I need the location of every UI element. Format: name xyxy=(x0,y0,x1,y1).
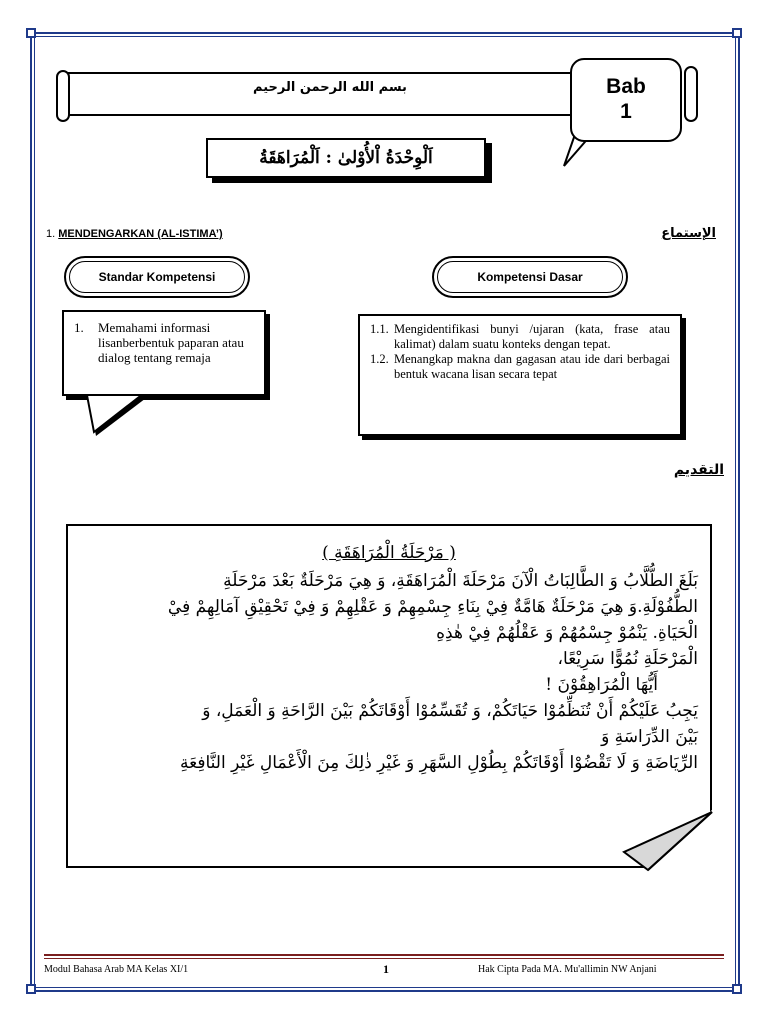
pill-label: Kompetensi Dasar xyxy=(437,261,623,293)
reading-line: الْمَرْحَلَةِ نُمُوًّا سَرِيْعًا، xyxy=(557,649,698,669)
reading-passage-box xyxy=(66,524,712,868)
item-text: Memahami informasi lisanberbentuk paparan atau dialog tentang remaja xyxy=(98,320,244,365)
kompetensi-dasar-box xyxy=(358,314,682,436)
reading-passage xyxy=(80,540,698,776)
page-curl-icon xyxy=(618,808,714,872)
scroll-roll-icon xyxy=(684,66,698,122)
pill-label: Standar Kompetensi xyxy=(69,261,245,293)
section-title: MENDENGARKAN (AL-ISTIMA’) xyxy=(58,228,223,240)
reading-line: بَلَغَ الطُّلَّابُ وَ الطَّالِبَاتُ الْآنَ مَرْحَلَةَ الْمُرَاهَقَةِ، وَ هِيَ مَرْحَلَةٌ بَعْدَ مَرْحَلَةِ xyxy=(223,571,698,591)
frame-corner xyxy=(26,28,36,38)
section-number: 1. xyxy=(46,228,56,240)
list-item xyxy=(370,322,670,352)
section-arabic-title: الإستماع xyxy=(661,226,716,241)
unit-title: اَلْوِحْدَةُ اْلأُوْلىٰ : اَلْمُرَاهَقَةُ xyxy=(206,138,486,178)
section-heading xyxy=(46,228,223,240)
item-text: Mengidentifikasi bunyi /ujaran (kata, frase atau kalimat) dalam suatu konteks dengan tepat. xyxy=(394,322,670,351)
chapter-badge xyxy=(570,58,682,142)
reading-line: الرِّيَاضَةِ وَ لَا تَقْضُوْا أَوْقَاتَكُمْ بِطُوْلِ السَّهَرِ وَ غَيْرِ ذٰلِكَ مِنَ الْأَعْمَالِ غَيْرِ النَّافِعَةِ xyxy=(180,753,698,773)
frame-corner xyxy=(732,984,742,994)
footer-copyright: Hak Cipta Pada MA. Mu'allimin NW Anjani xyxy=(478,964,657,975)
reading-line: أَيُّهَا الْمُرَاهِقُوْنَ ! xyxy=(545,675,658,695)
list-item xyxy=(370,352,670,382)
reading-line: الْحَيَاةِ. يَنْمُوْ جِسْمُهُمْ وَ عَقْلُهُمْ فِيْ هٰذِهِ xyxy=(436,623,698,643)
footer-rule xyxy=(44,958,724,959)
item-number: 1.2. xyxy=(370,352,389,366)
scroll-roll-icon xyxy=(56,70,70,122)
standar-kompetensi-box xyxy=(62,310,266,396)
frame-corner xyxy=(732,28,742,38)
footer-module: Modul Bahasa Arab MA Kelas XI/1 xyxy=(44,964,189,975)
item-text: Menangkap makna dan gagasan atau ide dari berbagai bentuk wacana lisan secara tepat xyxy=(394,352,670,381)
kompetensi-dasar-label xyxy=(432,256,628,298)
item-number: 1.1. xyxy=(370,322,389,336)
frame-corner xyxy=(26,984,36,994)
reading-line: يَجِبُ عَلَيْكُمْ أَنْ تُنَظِّمُوْا حَيَاتَكُمْ، وَ تُقَسِّمُوْا أَوْقَاتَكُمْ بَيْنَ الرَّاحَةِ وَ الْعَمَلِ، وَ xyxy=(202,701,698,721)
page-number: 1 xyxy=(383,962,389,976)
callout-tail-icon xyxy=(84,392,164,442)
reading-line: الطُّفُوْلَةِ.وَ هِيَ مَرْحَلَةٌ هَامَّةٌ فِيْ بِنَاءِ جِسْمِهِمْ وَ عَقْلِهِمْ وَ فِيْ تَحْقِيْقِ آمَالِهِمْ فِيْ xyxy=(167,597,698,617)
reading-title: ( مَرْحَلَةُ الْمُرَاهَقَةِ ) xyxy=(322,543,456,563)
item-number: 1. xyxy=(74,320,84,335)
reading-line: بَيْنَ الدِّرَاسَةِ وَ xyxy=(601,727,698,747)
chapter-label: Bab xyxy=(606,75,646,98)
chapter-number: 1 xyxy=(620,100,632,123)
standar-kompetensi-label xyxy=(64,256,250,298)
introduction-heading: التقديم xyxy=(673,462,724,478)
bismillah-text: بسم الله الرحمن الرحيم xyxy=(253,80,407,95)
list-item xyxy=(74,320,254,365)
footer-rule xyxy=(44,954,724,956)
